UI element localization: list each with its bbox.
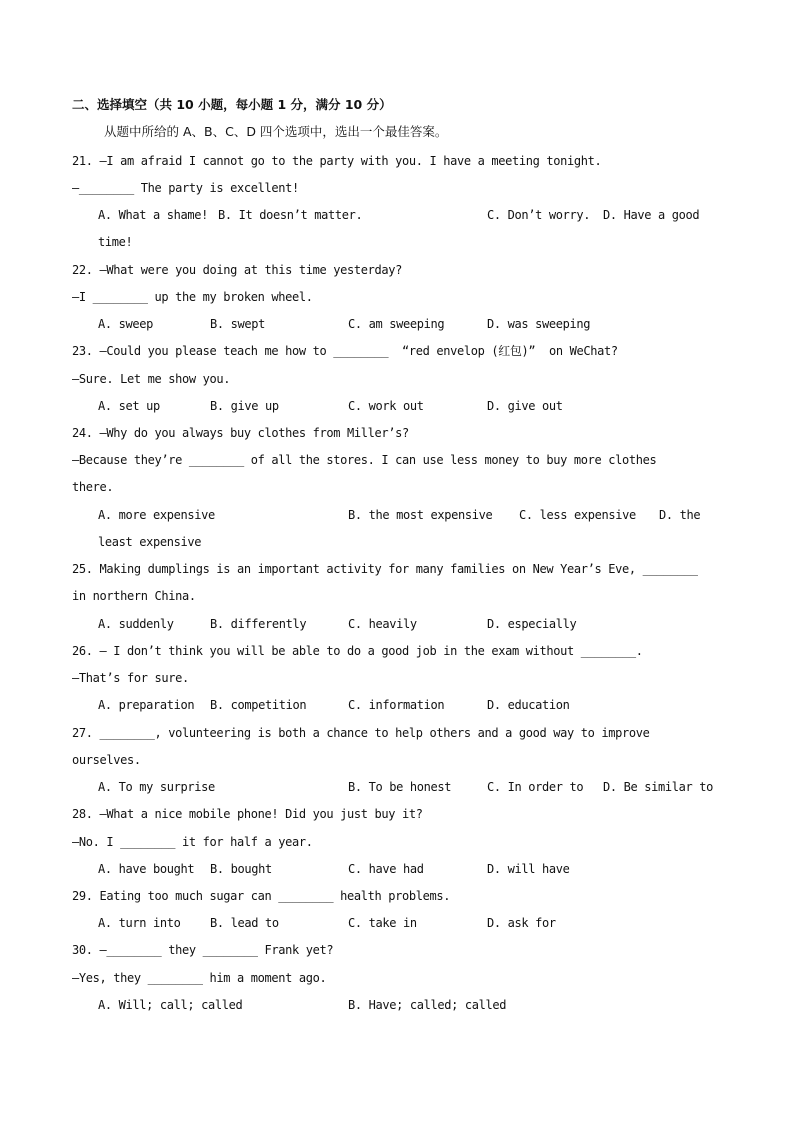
question-line: —________ The party is excellent! — [72, 181, 299, 195]
question-line: ourselves. — [72, 753, 141, 767]
question-line: —Because they’re ________ of all the stores. I can use less money to buy more clothes — [72, 453, 657, 467]
question-line: 30. —________ they ________ Frank yet? — [72, 943, 334, 957]
option-c[interactable]: C. heavily — [348, 617, 417, 631]
question-line: —I ________ up the my broken wheel. — [72, 290, 313, 304]
question-line: 29. Eating too much sugar can ________ health problems. — [72, 889, 451, 903]
option-d[interactable]: D. give out — [487, 399, 563, 413]
option-a[interactable]: A. To my surprise — [98, 780, 215, 794]
option-a[interactable]: A. sweep — [98, 317, 153, 331]
option-c[interactable]: C. In order to — [487, 780, 584, 794]
question-line: —Sure. Let me show you. — [72, 372, 231, 386]
question-line: 22. —What were you doing at this time yesterday? — [72, 263, 402, 277]
option-b[interactable]: B. the most expensive — [348, 508, 493, 522]
option-c[interactable]: C. Don’t worry. — [487, 208, 591, 222]
option-d[interactable]: D. the — [659, 508, 701, 522]
option-c[interactable]: C. have had — [348, 862, 424, 876]
option-d[interactable]: D. Be similar to — [603, 780, 713, 794]
option-d[interactable]: D. Have a good — [603, 208, 700, 222]
option-b[interactable]: B. To be honest — [348, 780, 452, 794]
option-a[interactable]: A. have bought — [98, 862, 195, 876]
option-b[interactable]: B. swept — [210, 317, 265, 331]
question-line: —Yes, they ________ him a moment ago. — [72, 971, 327, 985]
question-line: —That’s for sure. — [72, 671, 189, 685]
question-line: —No. I ________ it for half a year. — [72, 835, 313, 849]
option-b[interactable]: B. bought — [210, 862, 272, 876]
option-a[interactable]: A. more expensive — [98, 508, 215, 522]
option-d-continuation: time! — [98, 235, 133, 249]
option-d[interactable]: D. especially — [487, 617, 577, 631]
question-line: 24. —Why do you always buy clothes from Miller’s? — [72, 426, 409, 440]
question-line: in northern China. — [72, 589, 196, 603]
option-c[interactable]: C. work out — [348, 399, 424, 413]
option-b[interactable]: B. competition — [210, 698, 307, 712]
option-a[interactable]: A. What a shame! — [98, 208, 208, 222]
option-a[interactable]: A. turn into — [98, 916, 181, 930]
question-line: 25. Making dumplings is an important activity for many families on New Year’s Eve, ________ — [72, 562, 698, 576]
question-line: 26. — I don’t think you will be able to do a good job in the exam without ________. — [72, 644, 643, 658]
option-a[interactable]: A. Will; call; called — [98, 998, 243, 1012]
option-b[interactable]: B. It doesn’t matter. — [218, 208, 363, 222]
option-d[interactable]: D. will have — [487, 862, 570, 876]
question-line: 28. —What a nice mobile phone! Did you just buy it? — [72, 807, 423, 821]
section-instruction: 从题中所给的 A、B、C、D 四个选项中，选出一个最佳答案。 — [104, 124, 448, 139]
option-d[interactable]: D. was sweeping — [487, 317, 591, 331]
question-line: 21. —I am afraid I cannot go to the party with you. I have a meeting tonight. — [72, 154, 602, 168]
option-b[interactable]: B. differently — [210, 617, 307, 631]
option-b[interactable]: B. Have; called; called — [348, 998, 507, 1012]
option-a[interactable]: A. preparation — [98, 698, 195, 712]
option-d[interactable]: D. education — [487, 698, 570, 712]
option-c[interactable]: C. take in — [348, 916, 417, 930]
option-d[interactable]: D. ask for — [487, 916, 556, 930]
option-b[interactable]: B. lead to — [210, 916, 279, 930]
option-b[interactable]: B. give up — [210, 399, 279, 413]
question-line: there. — [72, 480, 114, 494]
option-a[interactable]: A. suddenly — [98, 617, 174, 631]
option-d-continuation: least expensive — [98, 535, 202, 549]
option-c[interactable]: C. am sweeping — [348, 317, 445, 331]
option-c[interactable]: C. less expensive — [519, 508, 636, 522]
option-c[interactable]: C. information — [348, 698, 445, 712]
question-line: 23. —Could you please teach me how to ________ “red envelop (红包)” on WeChat? — [72, 344, 618, 358]
option-a[interactable]: A. set up — [98, 399, 160, 413]
section-title: 二、选择填空（共 10 小题，每小题 1 分，满分 10 分） — [72, 97, 392, 112]
question-line: 27. ________, volunteering is both a chance to help others and a good way to improve — [72, 726, 650, 740]
